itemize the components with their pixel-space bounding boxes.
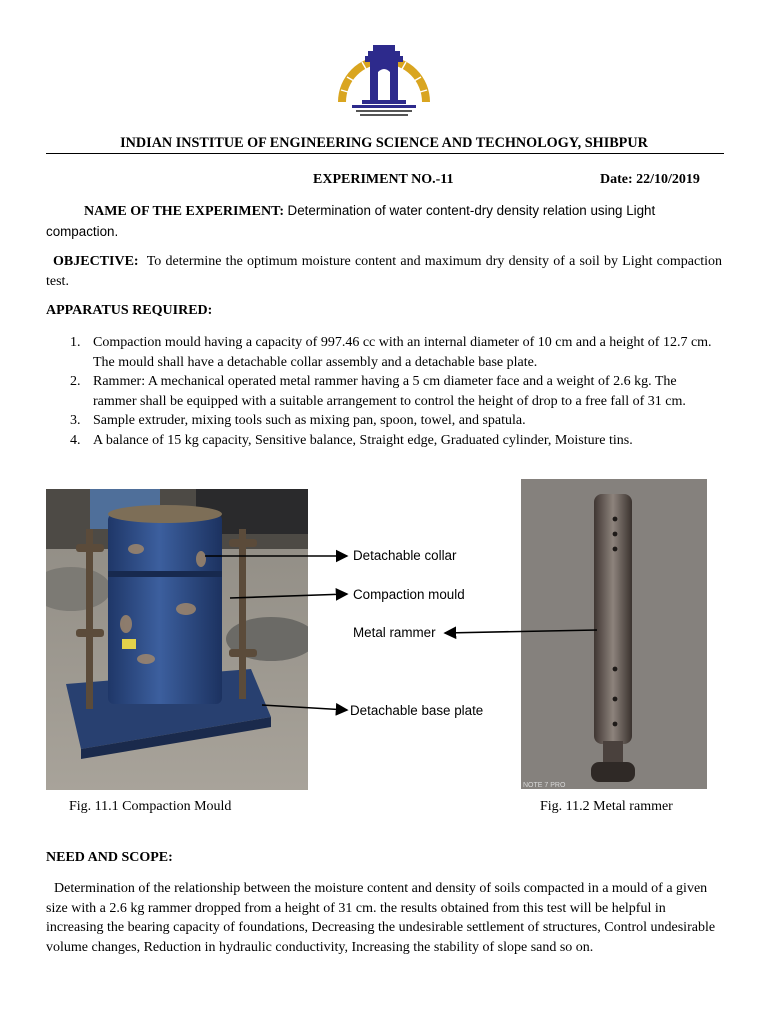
objective-label: OBJECTIVE: [53,254,139,269]
list-text: Sample extruder, mixing tools such as mixing pan, spoon, towel, and spatula. [93,413,526,429]
experiment-name-label: NAME OF THE EXPERIMENT: [84,204,285,219]
experiment-name-text-2: compaction. [46,224,119,239]
photo-watermark: NOTE 7 PRO [523,782,566,789]
institute-name: INDIAN INSTITUE OF ENGINEERING SCIENCE AND TECHNOLOGY, SHIBPUR [120,135,648,151]
need-scope-heading: NEED AND SCOPE: [46,850,173,865]
list-text: Compaction mould having a capacity of 997.46 cc with an internal diameter of 10 cm and a height of 12.7 cm. The mould shall have a detachable collar assembly and a detachable base plate. [93,335,712,370]
figure-caption-2: Fig. 11.2 Metal rammer [540,799,673,814]
experiment-number: EXPERIMENT NO.-11 [313,172,454,187]
list-text: A balance of 15 kg capacity, Sensitive balance, Straight edge, Graduated cylinder, Moisture tins. [93,432,633,448]
apparatus-heading: APPARATUS REQUIRED: [46,303,213,318]
objective-text: To determine the optimum moisture content and maximum dry density of a soil by Light compaction test. [46,254,722,289]
list-number: 3. [70,413,81,429]
figure-caption-1: Fig. 11.1 Compaction Mould [69,799,232,814]
list-number: 4. [70,432,81,448]
label-detachable-base-plate: Detachable base plate [350,703,484,718]
list-number: 2. [70,374,81,390]
experiment-name-text-1: Determination of water content-dry density relation using Light [287,203,656,218]
arrow-rammer [445,630,597,633]
arrow-mould [230,594,347,598]
list-number: 1. [70,335,81,350]
list-text: Rammer: A mechanical operated metal rammer having a 5 cm diameter face and a weight of 2.6 kg. The rammer shall be equipped with a suitable arrangement to control the height of drop to a free fall of 31 cm. [93,374,686,409]
experiment-date: Date: 22/10/2019 [600,172,700,187]
label-compaction-mould: Compaction mould [353,587,465,602]
arrow-base [262,705,347,710]
label-metal-rammer: Metal rammer [353,625,436,640]
need-scope-text: Determination of the relationship between the moisture content and density of soils compacted in a mould of a given size with a 2.6 kg rammer dropped from a height of 31 cm. the results obtained from this test will be helpful in increasing the bearing capacity of foundations, Decreasing the undesirable settlement of structures, Control undesirable volume changes, Reduction in hydraulic conductivity, Increasing the stability of slope sand so on. [46,881,716,955]
label-detachable-collar: Detachable collar [353,548,457,563]
